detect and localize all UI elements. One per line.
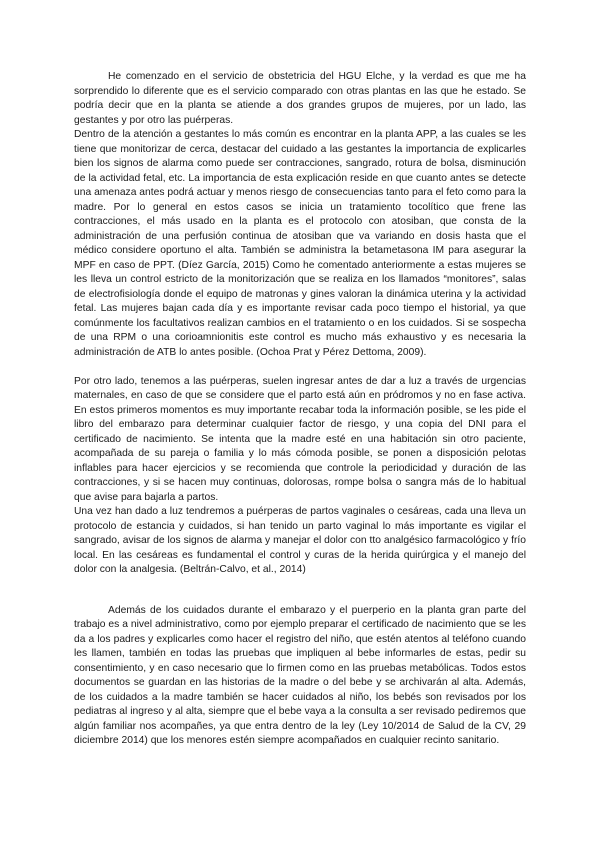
- document-body: [74, 70, 526, 749]
- paragraph-intro: He comenzado en el servicio de obstetricia del HGU Elche, y la verdad es que me ha sorprendido lo diferente que es el servicio comparado con otras plantas en las que he estado. Se podría decir que en la planta se atiende a dos grandes grupos de mujeres, por un lado, las gestantes y por otro las puérperas.: [74, 71, 526, 126]
- paragraph-partos: Una vez han dado a luz tendremos a puérperas de partos vaginales o cesáreas, cada una lleva un protocolo de estancia y cuidados, si han tenido un parto vaginal lo más importante es vigilar el sangrado, avisar de los signos de alarma y manejar el dolor con tto analgésico farmacológico y frío local. En las cesáreas es fundamental el control y curas de la herida quirúrgica y el manejo del dolor con la analgesia. (Beltrán-Calvo, et al., 2014): [74, 506, 526, 575]
- paragraph-gestantes: Dentro de la atención a gestantes lo más común es encontrar en la planta APP, a las cuales se les tiene que monitorizar de cerca, destacar del cuidado a las gestantes la importancia de explicarles bien los signos de alarma como puede ser contracciones, sangrado, rotura de bolsa, disminución de la actividad fetal, etc. La importancia de esta explicación reside en que cuanto antes se detecte una amenaza antes podrá actuar y menos riesgo de consecuencias tanto para el feto como para la madre. Por lo general en estos casos se inicia un tratamiento tocolítico que frene las contracciones, el más usado en la planta es el protocolo con atosiban, que consta de la administración de una perfusión continua de atosiban que va variando en dosis hasta que el médico considere oportuno el alta. También se administra la betametasona IM para asegurar la MPF en caso de PPT. (Díez García, 2015) Como he comentado anteriormente a estas mujeres se les lleva un control estricto de la monitorización que se realiza en los llamados “monitores”, salas de electrofisiología donde el equipo de matronas y gines valoran la dinámica uterina y la actividad fetal. Las mujeres bajan cada día y es importante revisar cada poco tiempo el historial, ya que comúnmente los facultativos realizan cambios en el tratamiento o en los cuidados. Si se sospecha de una RPM o una corioamnionitis este control es mucho más exhaustivo y es necesaria la administración de ATB lo antes posible. (Ochoa Prat y Pérez Dettoma, 2009).: [74, 129, 526, 358]
- paragraph-administrativo: Además de los cuidados durante el embarazo y el puerperio en la planta gran parte del trabajo es a nivel administrativo, como por ejemplo preparar el certificado de nacimiento que se les da a los padres y explicarles como hacer el registro del niño, que estén atentos al teléfono cuando les llamen, también en todas las pruebas que impliquen al bebe informarles de estas, pedir su consentimiento, y en caso necesario que lo firmen como en las pruebas metabólicas. Todos estos documentos se guardan en las historias de la madre o del bebe y se archivarán al alta. Además, de los cuidados a la madre también se hacer cuidados al niño, los bebés son revisados por los pediatras al ingreso y al alta, siempre que el bebe vaya a la consulta a ser revisado pediremos que algún familiar nos acompañes, ya que entra dentro de la ley (Ley 10/2014 de Salud de la CV, 29 diciembre 2014) que los menores estén siempre acompañados en cualquier recinto sanitario.: [74, 604, 526, 746]
- paragraph-puerperas: Por otro lado, tenemos a las puérperas, suelen ingresar antes de dar a luz a través de urgencias maternales, en caso de que se considere que el parto está aún en pródromos y no en fase activa. En estos primeros momentos es muy importante recabar toda la información posible, se les pide el libro del embarazo para determinar cualquier factor de riesgo, y una copia del DNI para el certificado de nacimiento. Se intenta que la madre esté en una habitación sin otro paciente, acompañada de su pareja o familia y lo más cómoda posible, se ponen a disposición pelotas inflables para hacer ejercicios y se recomienda que controle la periodicidad y duración de las contracciones, y si se hacen muy continuas, dolorosas, rompe bolsa o sangra más de lo habitual que avise para bajarla a partos.: [74, 375, 526, 503]
